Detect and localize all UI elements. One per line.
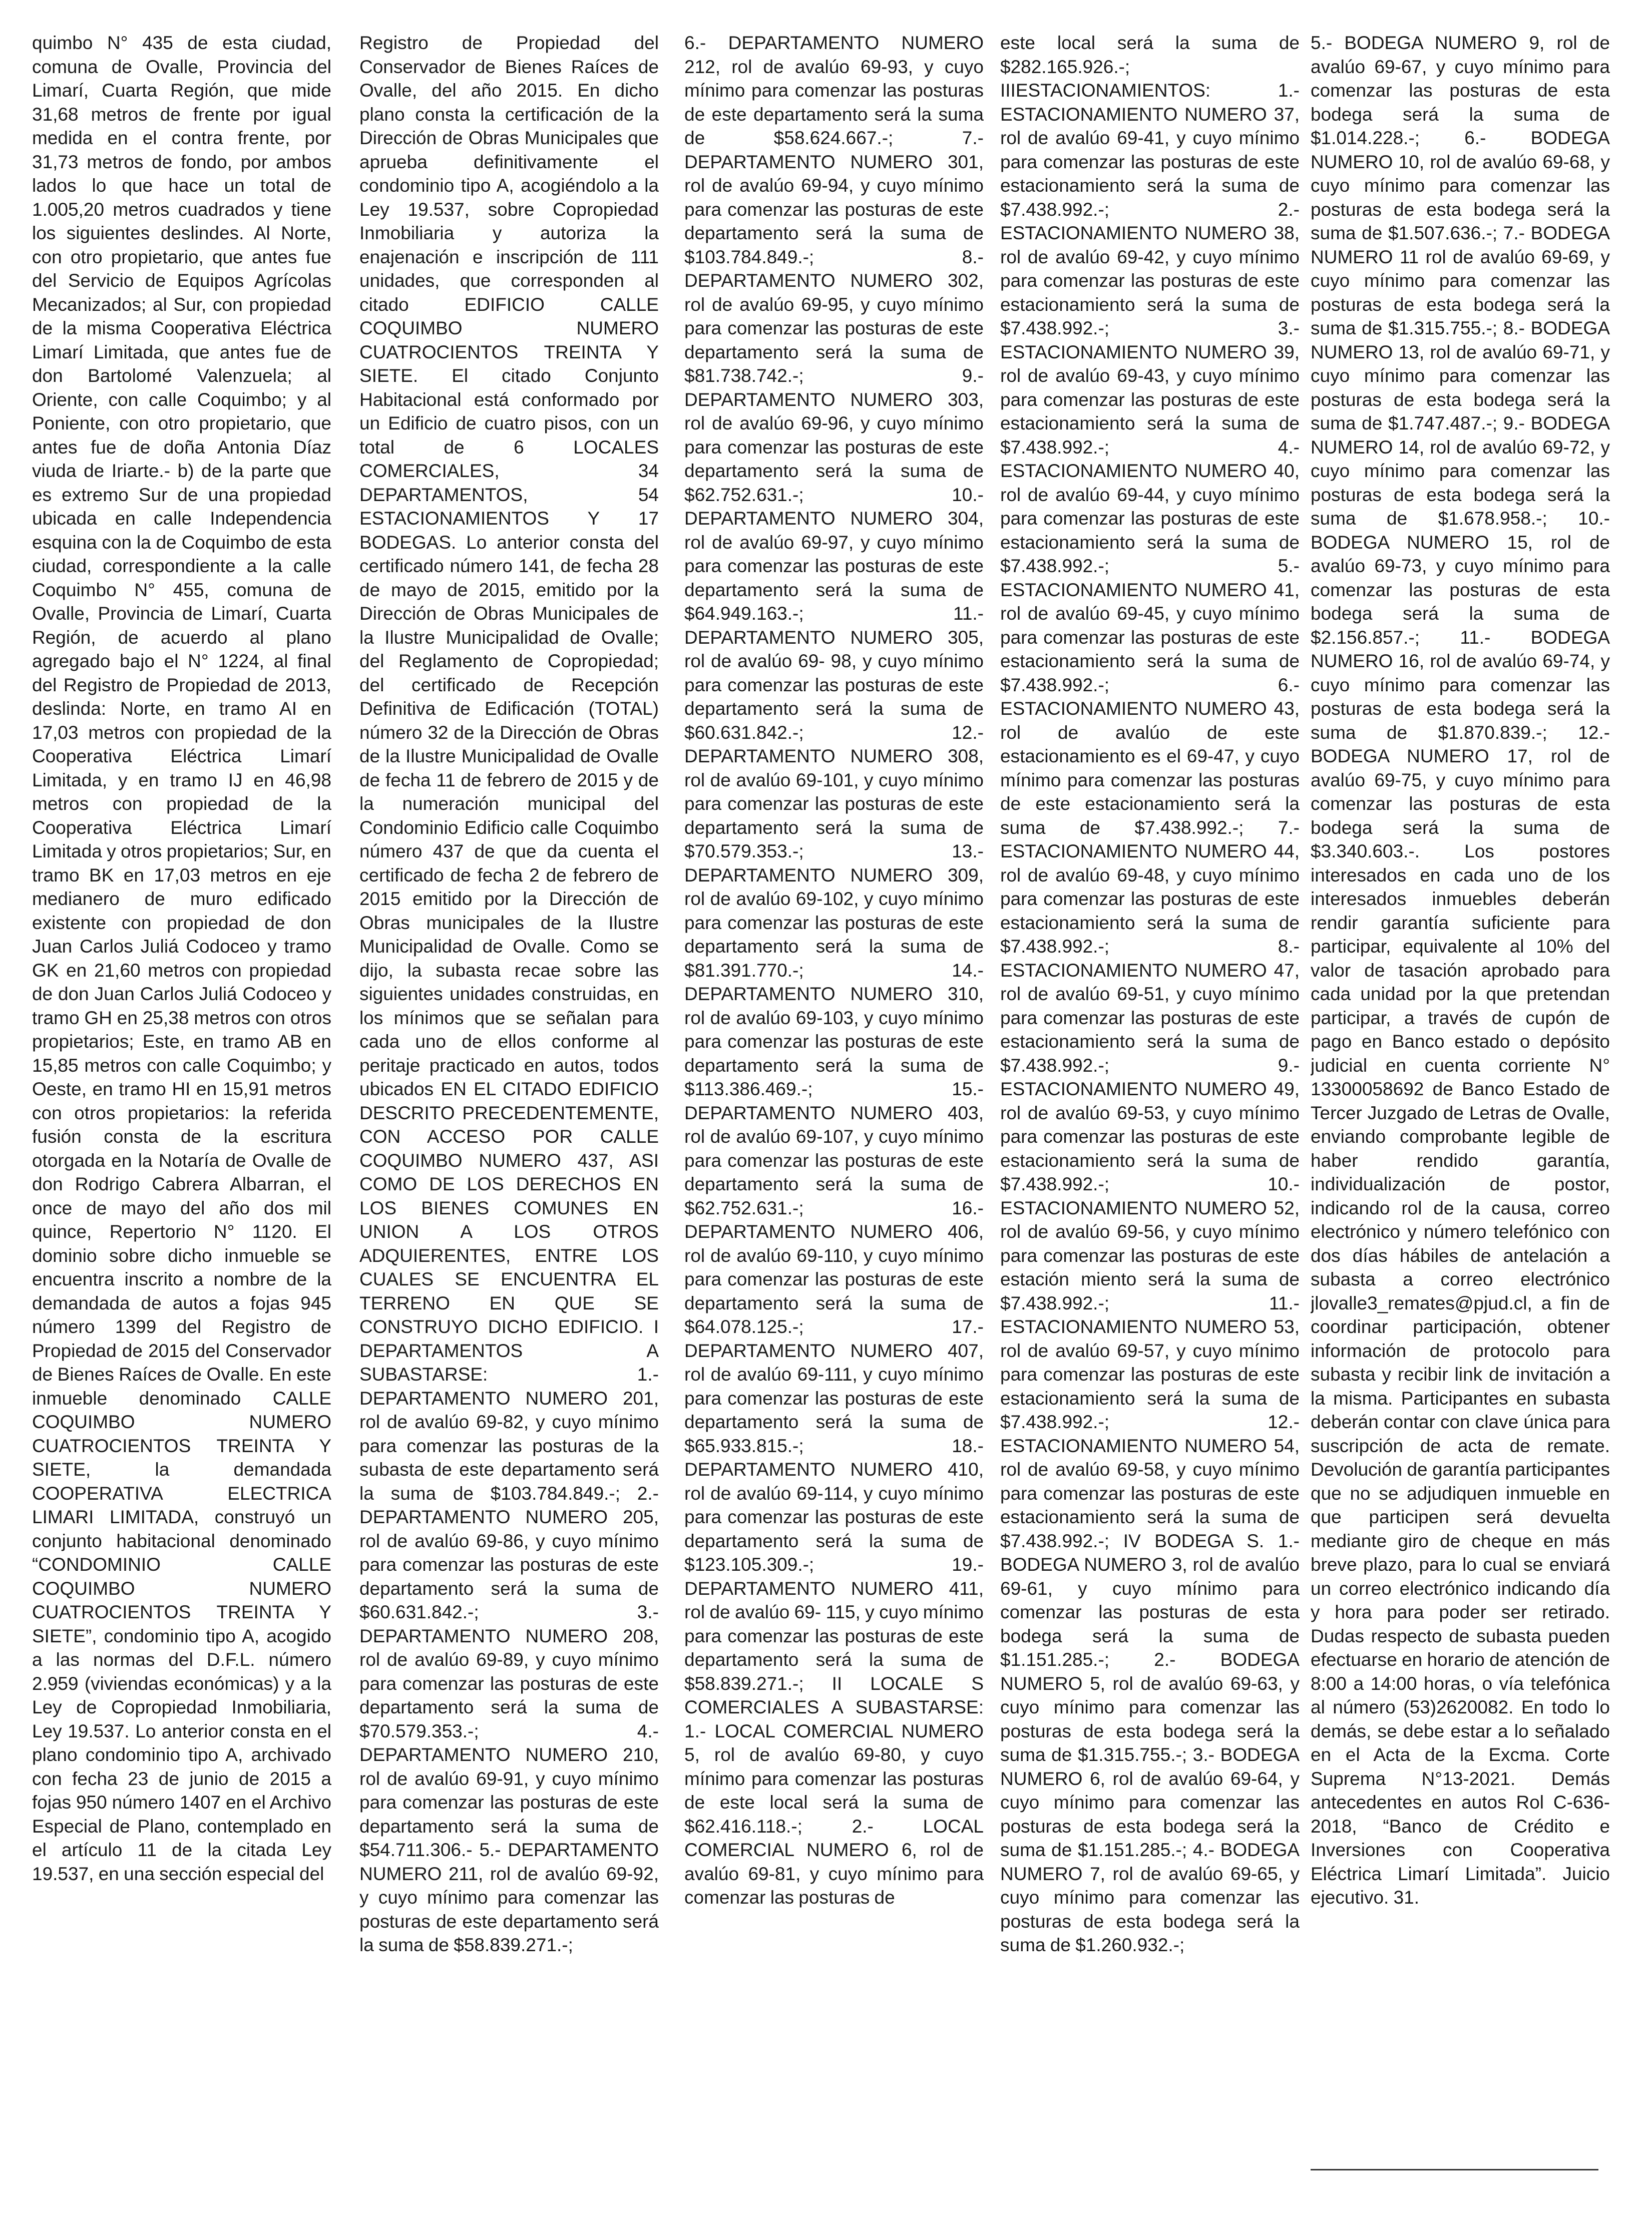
column-5-text: 5.- BODEGA NUMERO 9, rol de avalúo 69-67, y cuyo mínimo para comenzar las posturas de esta bodega será la suma de $1.014.228.-; 6.- BODEGA NUMERO 10, rol de avalúo 69-68, y cuyo mínimo para comenzar las posturas de esta bodega será la suma de $1.507.636.-; 7.- BODEGA NUMERO 11 rol de avalúo 69-69, y cuyo mínimo para comenzar las posturas de esta bodega será la suma de $1.315.755.-; 8.- BODEGA NUMERO 13, rol de avalúo 69-71, y cuyo mínimo para comenzar las posturas de esta bodega será la suma de $1.747.487.-; 9.- BODEGA NUMERO 14, rol de avalúo 69-72, y cuyo mínimo para comenzar las posturas de esta bodega será la suma de $1.678.958.-; 10.- BODEGA NUMERO 15, rol de avalúo 69-73, y cuyo mínimo para comenzar las posturas de esta bodega será la suma de $2.156.857.-; 11.- BODEGA NUMERO 16, rol de avalúo 69-74, y cuyo mínimo para comenzar las posturas de esta bodega será la suma de $1.870.839.-; 12.- BODEGA NUMERO 17, rol de avalúo 69-75, y cuyo mínimo para comenzar las posturas de esta bodega será la suma de $3.340.603.-. Los postores interesados en cada uno de los interesados inmuebles deberán rendir garantía suficiente para participar, equivalente al 10% del valor de tasación aprobado para cada unidad por la que pretendan participar, a través de cupón de pago en Banco estado o depósito judicial en cuenta corriente N° 13300058692 de Banco Estado de Tercer Juzgado de Letras de Ovalle, enviando comprobante legible de haber rendido garantía, individualización de postor, indicando rol de la causa, correo electrónico y número telefónico con dos días hábiles de antelación a subasta a correo electrónico jlovalle3_remates@pjud.cl, a fin de coordinar participación, obtener información de protocolo para subasta y recibir link de invitación a la misma. Participantes en subasta deberán contar con clave única para suscripción de acta de remate. Devolución de garantía participantes que no se adjudiquen inmueble en que participen será devuelta mediante giro de cheque en más breve plazo, para lo cual se enviará un correo electrónico indicando día y hora para poder ser retirado. Dudas respecto de subasta pueden efectuarse en horario de atención de 8:00 a 14:00 horas, o vía telefónica al número (53)2620082. En todo lo demás, se debe estar a lo señalado en el Acta de la Excma. Corte Suprema N°13-2021. Demás antecedentes en autos Rol C-636-2018, “Banco de Crédito e Inversiones con Cooperativa Eléctrica Limarí Limitada”. Juicio ejecutivo. 31. (1311, 33, 1610, 1908)
text-column-2 (359, 31, 659, 2213)
column-2-text: Registro de Propiedad del Conservador de Bienes Raíces de Ovalle, del año 2015. En dicho plano consta la certificación de la Dirección de Obras Municipales que aprueba definitivamente el condominio tipo A, acogiéndolo a la Ley 19.537, sobre Copropiedad Inmobiliaria y autoriza la enajenación e inscripción de 111 unidades, que corresponden al citado EDIFICIO CALLE COQUIMBO NUMERO CUATROCIENTOS TREINTA Y SIETE. El citado Conjunto Habitacional está conformado por un Edificio de cuatro pisos, con un total de 6 LOCALES COMERCIALES, 34 DEPARTAMENTOS, 54 ESTACIONAMIENTOS Y 17 BODEGAS. Lo anterior consta del certificado número 141, de fecha 28 de mayo de 2015, emitido por la Dirección de Obras Municipales de la Ilustre Municipalidad de Ovalle; del Reglamento de Copropiedad; del certificado de Recepción Definitiva de Edificación (TOTAL) número 32 de la Dirección de Obras de la Ilustre Municipalidad de Ovalle de fecha 11 de febrero de 2015 y de la numeración municipal del Condominio Edificio calle Coquimbo número 437 de que da cuenta el certificado de fecha 2 de febrero de 2015 emitido por la Dirección de Obras municipales de la Ilustre Municipalidad de Ovalle. Como se dijo, la subasta recae sobre las siguientes unidades construidas, en los mínimos que se señalan para cada uno de ellos conforme al peritaje practicado en autos, todos ubicados EN EL CITADO EDIFICIO DESCRITO PRECEDENTEMENTE, CON ACCESO POR CALLE COQUIMBO NUMERO 437, ASI COMO DE LOS DERECHOS EN LOS BIENES COMUNES EN UNION A LOS OTROS ADQUIERENTES, ENTRE LOS CUALES SE ENCUENTRA EL TERRENO EN QUE SE CONSTRUYO DICHO EDIFICIO. I DEPARTAMENTOS A SUBASTARSE: 1.- DEPARTAMENTO NUMERO 201, rol de avalúo 69-82, y cuyo mínimo para comenzar las posturas de la subasta de este departamento será la suma de $103.784.849.-; 2.- DEPARTAMENTO NUMERO 205, rol de avalúo 69-86, y cuyo mínimo para comenzar las posturas de este departamento será la suma de $60.631.842.-; 3.- DEPARTAMENTO NUMERO 208, rol de avalúo 69-89, y cuyo mínimo para comenzar las posturas de este departamento será la suma de $70.579.353.-; 4.- DEPARTAMENTO NUMERO 210, rol de avalúo 69-91, y cuyo mínimo para comenzar las posturas de este departamento será la suma de $54.711.306.- 5.- DEPARTAMENTO NUMERO 211, rol de avalúo 69-92, y cuyo mínimo para comenzar las posturas de este departamento será la suma de $58.839.271.-; (359, 33, 659, 1955)
text-column-3 (684, 31, 984, 2213)
text-column-1 (32, 31, 331, 2213)
column-4-text: este local será la suma de $282.165.926.-; IIIESTACIONAMIENTOS: 1.- ESTACIONAMIENTO NUMERO 37, rol de avalúo 69-41, y cuyo mínimo para comenzar las posturas de este estacionamiento será la suma de $7.438.992.-; 2.- ESTACIONAMIENTO NUMERO 38, rol de avalúo 69-42, y cuyo mínimo para comenzar las posturas de este estacionamiento será la suma de $7.438.992.-; 3.- ESTACIONAMIENTO NUMERO 39, rol de avalúo 69-43, y cuyo mínimo para comenzar las posturas de este estacionamiento será la suma de $7.438.992.-; 4.- ESTACIONAMIENTO NUMERO 40, rol de avalúo 69-44, y cuyo mínimo para comenzar las posturas de este estacionamiento será la suma de $7.438.992.-; 5.- ESTACIONAMIENTO NUMERO 41, rol de avalúo 69-45, y cuyo mínimo para comenzar las posturas de este estacionamiento será la suma de $7.438.992.-; 6.- ESTACIONAMIENTO NUMERO 43, rol de avalúo de este estacionamiento es el 69-47, y cuyo mínimo para comenzar las posturas de este estacionamiento será la suma de $7.438.992.-; 7.- ESTACIONAMIENTO NUMERO 44, rol de avalúo 69-48, y cuyo mínimo para comenzar las posturas de este estacionamiento será la suma de $7.438.992.-; 8.- ESTACIONAMIENTO NUMERO 47, rol de avalúo 69-51, y cuyo mínimo para comenzar las posturas de este estacionamiento será la suma de $7.438.992.-; 9.- ESTACIONAMIENTO NUMERO 49, rol de avalúo 69-53, y cuyo mínimo para comenzar las posturas de este estacionamiento será la suma de $7.438.992.-; 10.- ESTACIONAMIENTO NUMERO 52, rol de avalúo 69-56, y cuyo mínimo para comenzar las posturas de este estación miento será la suma de $7.438.992.-; 11.- ESTACIONAMIENTO NUMERO 53, rol de avalúo 69-57, y cuyo mínimo para comenzar las posturas de este estacionamiento será la suma de $7.438.992.-; 12.- ESTACIONAMIENTO NUMERO 54, rol de avalúo 69-58, y cuyo mínimo para comenzar las posturas de este estacionamiento será la suma de $7.438.992.-; IV BODEGA S. 1.- BODEGA NUMERO 3, rol de avalúo 69-61, y cuyo mínimo para comenzar las posturas de esta bodega será la suma de $1.151.285.-; 2.- BODEGA NUMERO 5, rol de avalúo 69-63, y cuyo mínimo para comenzar las posturas de esta bodega será la suma de $1.315.755.-; 3.- BODEGA NUMERO 6, rol de avalúo 69-64, y cuyo mínimo para comenzar las posturas de esta bodega será la suma de $1.151.285.-; 4.- BODEGA NUMERO 7, rol de avalúo 69-65, y cuyo mínimo para comenzar las posturas de esta bodega será la suma de $1.260.932.-; (1000, 33, 1300, 1955)
column-3-text: 6.- DEPARTAMENTO NUMERO 212, rol de avalúo 69-93, y cuyo mínimo para comenzar las posturas de este departamento será la suma de $58.624.667.-; 7.- DEPARTAMENTO NUMERO 301, rol de avalúo 69-94, y cuyo mínimo para comenzar las posturas de este departamento será la suma de $103.784.849.-; 8.- DEPARTAMENTO NUMERO 302, rol de avalúo 69-95, y cuyo mínimo para comenzar las posturas de este departamento será la suma de $81.738.742.-; 9.- DEPARTAMENTO NUMERO 303, rol de avalúo 69-96, y cuyo mínimo para comenzar las posturas de este departamento será la suma de $62.752.631.-; 10.- DEPARTAMENTO NUMERO 304, rol de avalúo 69-97, y cuyo mínimo para comenzar las posturas de este departamento será la suma de $64.949.163.-; 11.- DEPARTAMENTO NUMERO 305, rol de avalúo 69- 98, y cuyo mínimo para comenzar las posturas de este departamento será la suma de $60.631.842.-; 12.- DEPARTAMENTO NUMERO 308, rol de avalúo 69-101, y cuyo mínimo para comenzar las posturas de este departamento será la suma de $70.579.353.-; 13.- DEPARTAMENTO NUMERO 309, rol de avalúo 69-102, y cuyo mínimo para comenzar las posturas de este departamento será la suma de $81.391.770.-; 14.- DEPARTAMENTO NUMERO 310, rol de avalúo 69-103, y cuyo mínimo para comenzar las posturas de este departamento será la suma de $113.386.469.-; 15.- DEPARTAMENTO NUMERO 403, rol de avalúo 69-107, y cuyo mínimo para comenzar las posturas de este departamento será la suma de $62.752.631.-; 16.- DEPARTAMENTO NUMERO 406, rol de avalúo 69-110, y cuyo mínimo para comenzar las posturas de este departamento será la suma de $64.078.125.-; 17.- DEPARTAMENTO NUMERO 407, rol de avalúo 69-111, y cuyo mínimo para comenzar las posturas de este departamento será la suma de $65.933.815.-; 18.- DEPARTAMENTO NUMERO 410, rol de avalúo 69-114, y cuyo mínimo para comenzar las posturas de este departamento será la suma de $123.105.309.-; 19.- DEPARTAMENTO NUMERO 411, rol de avalúo 69- 115, y cuyo mínimo para comenzar las posturas de este departamento será la suma de $58.839.271.-; II LOCALE S COMERCIALES A SUBASTARSE: 1.- LOCAL COMERCIAL NUMERO 5, rol de avalúo 69-80, y cuyo mínimo para comenzar las posturas de este local será la suma de $62.416.118.-; 2.- LOCAL COMERCIAL NUMERO 6, rol de avalúo 69-81, y cuyo mínimo para comenzar las posturas de (684, 33, 984, 1908)
text-column-5 (1311, 31, 1610, 2213)
end-rule (1311, 2169, 1598, 2170)
column-1-text: quimbo N° 435 de esta ciudad, comuna de Ovalle, Provincia del Limarí, Cuarta Región, que mide 31,68 metros de frente por igual medida en el contra frente, por 31,73 metros de fondo, por ambos lados lo que hace un total de 1.005,20 metros cuadrados y tiene los siguientes deslindes. Al Norte, con otro propietario, que antes fue del Servicio de Equipos Agrícolas Mecanizados; al Sur, con propiedad de la misma Cooperativa Eléctrica Limarí Limitada, que antes fue de don Bartolomé Valenzuela; al Oriente, con calle Coquimbo; y al Poniente, con otro propietario, que antes fue de doña Antonia Díaz viuda de Iriarte.- b) de la parte que es extremo Sur de una propiedad ubicada en calle Independencia esquina con la de Coquimbo de esta ciudad, correspondiente a la calle Coquimbo N° 455, comuna de Ovalle, Provincia de Limarí, Cuarta Región, de acuerdo al plano agregado bajo el N° 1224, al final del Registro de Propiedad de 2013, deslinda: Norte, en tramo AI en 17,03 metros con propiedad de la Cooperativa Eléctrica Limarí Limitada, y en tramo IJ en 46,98 metros con propiedad de la Cooperativa Eléctrica Limarí Limitada y otros propietarios; Sur, en tramo BK en 17,03 metros en eje medianero de muro edificado existente con propiedad de don Juan Carlos Juliá Codoceo y tramo GK en 21,60 metros con propiedad de don Juan Carlos Juliá Codoceo y tramo GH en 25,38 metros con otros propietarios; Este, en tramo AB en 15,85 metros con calle Coquimbo; y Oeste, en tramo HI en 15,91 metros con otros propietarios: la referida fusión consta de la escritura otorgada en la Notaría de Ovalle de don Rodrigo Cabrera Albarran, el once de mayo del año dos mil quince, Repertorio N° 1120. El dominio sobre dicho inmueble se encuentra inscrito a nombre de la demandada de autos a fojas 945 número 1399 del Registro de Propiedad de 2015 del Conservador de Bienes Raíces de Ovalle. En este inmueble denominado CALLE COQUIMBO NUMERO CUATROCIENTOS TREINTA Y SIETE, la demandada COOPERATIVA ELECTRICA LIMARI LIMITADA, construyó un conjunto habitacional denominado “CONDOMINIO CALLE COQUIMBO NUMERO CUATROCIENTOS TREINTA Y SIETE”, condominio tipo A, acogido a las normas del D.F.L. número 2.959 (viviendas económicas) y a la Ley de Copropiedad Inmobiliaria, Ley 19.537. Lo anterior consta en el plano condominio tipo A, archivado con fecha 23 de junio de 2015 a fojas 950 número 1407 en el Archivo Especial de Plano, contemplado en el artículo 11 de la citada Ley 19.537, en una sección especial del (32, 33, 331, 1884)
text-column-4 (1000, 31, 1300, 2213)
